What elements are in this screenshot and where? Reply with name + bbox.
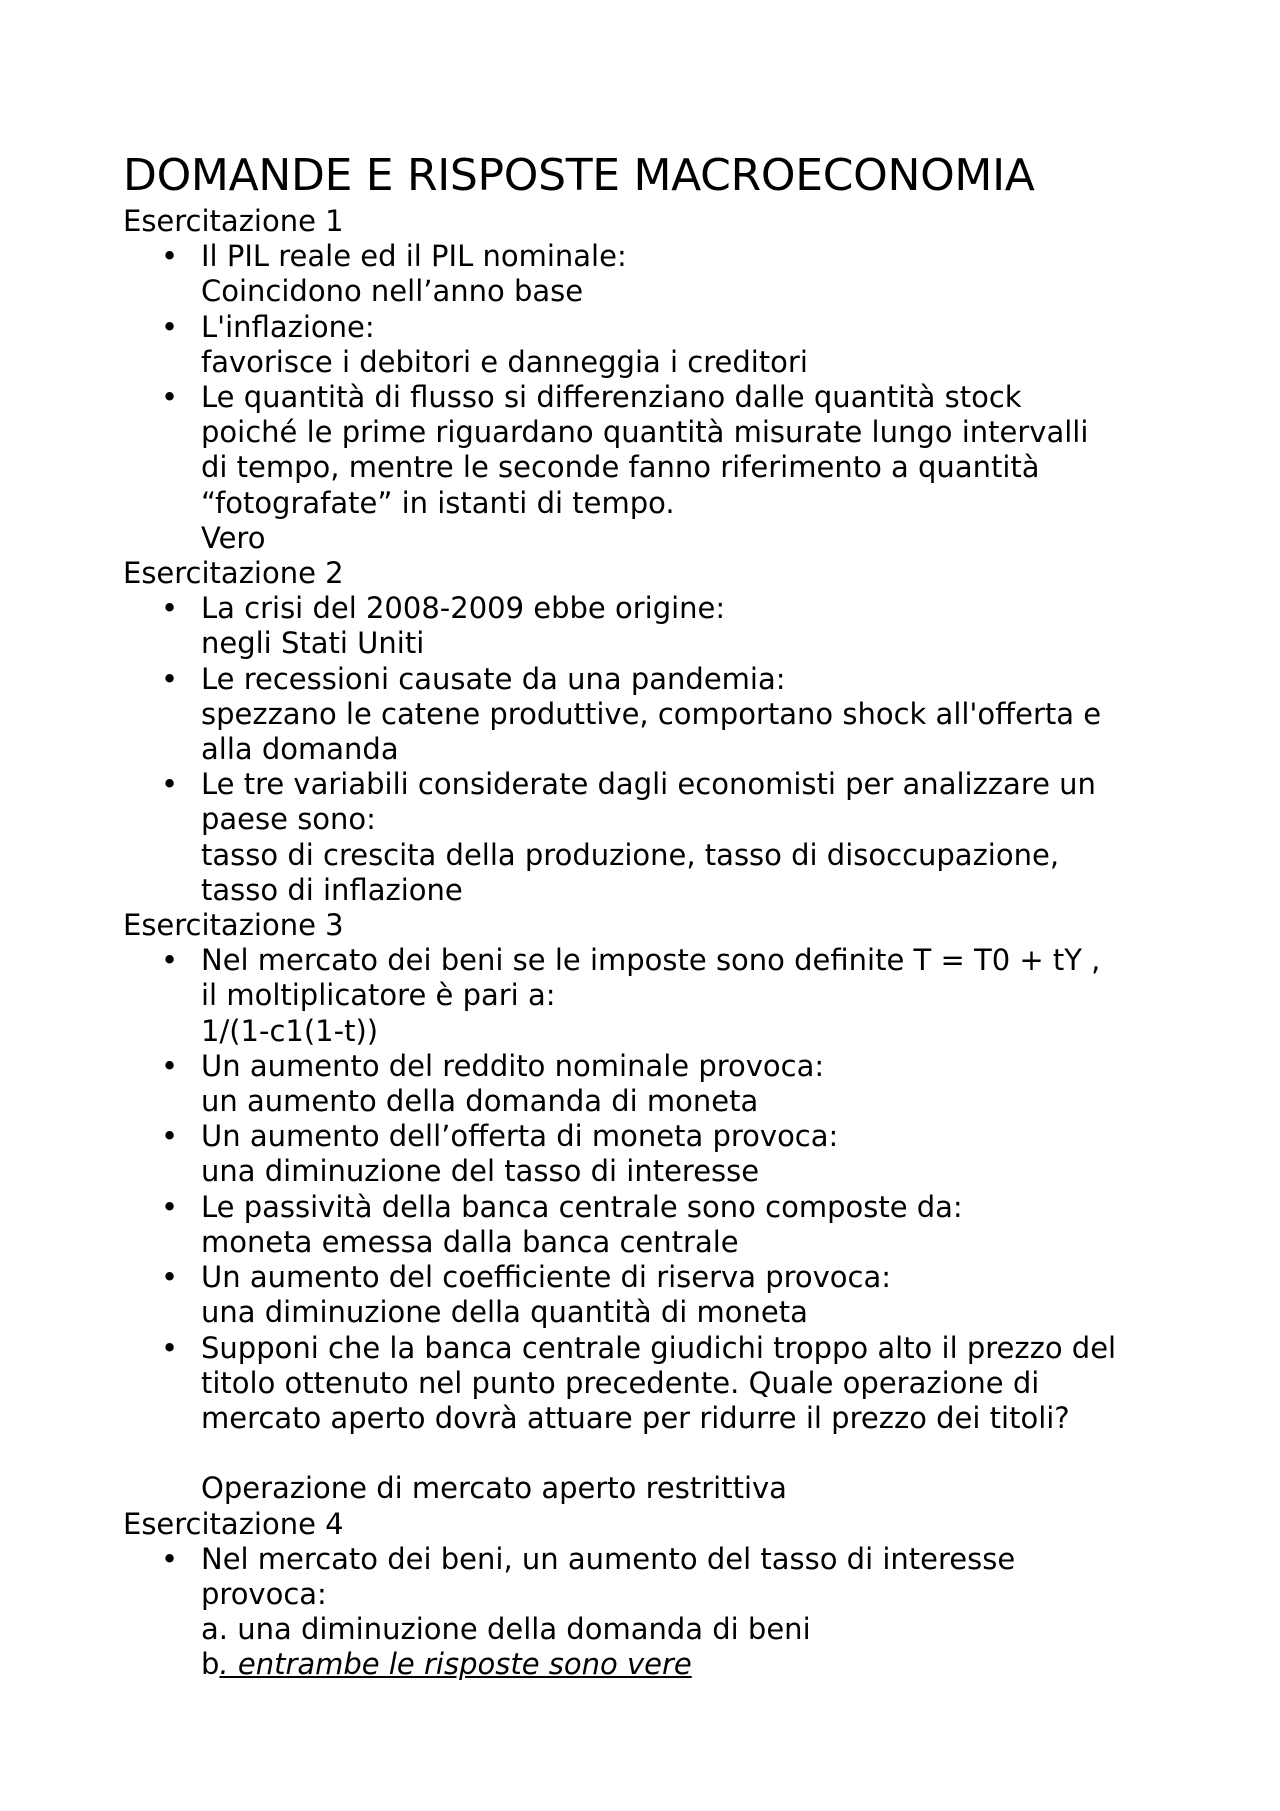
section-esercitazione-1 bbox=[123, 204, 1180, 556]
list-item bbox=[201, 943, 1180, 1049]
option-a-text: a. una diminuzione della domanda di beni bbox=[201, 1612, 811, 1647]
list-item bbox=[201, 1119, 1180, 1189]
question-text: • Un aumento dell’offerta di moneta provoca: bbox=[201, 1119, 839, 1154]
list-item bbox=[201, 1049, 1180, 1119]
answer-text: favorisce i debitori e danneggia i creditori bbox=[201, 344, 808, 379]
question-text: • Nel mercato dei beni se le imposte sono definite T = T0 + tY , bbox=[201, 943, 1101, 978]
answer-text: tasso di crescita della produzione, tasso di disoccupazione, bbox=[201, 837, 1060, 872]
question-text: di tempo, mentre le seconde fanno riferimento a quantità bbox=[201, 450, 1040, 485]
question-text: • Nel mercato dei beni, un aumento del tasso di interesse bbox=[201, 1541, 1016, 1576]
question-text: • Le tre variabili considerate dagli economisti per analizzare un bbox=[201, 767, 1096, 802]
list-item bbox=[201, 239, 1180, 309]
page-title: DOMANDE E RISPOSTE MACROECONOMIA bbox=[123, 150, 1035, 201]
list-item bbox=[201, 591, 1180, 661]
section-esercitazione-3 bbox=[123, 908, 1180, 1506]
option-b bbox=[201, 1647, 1180, 1682]
question-text: mercato aperto dovrà attuare per ridurre il prezzo dei titoli? bbox=[201, 1400, 1070, 1435]
question-list bbox=[123, 1542, 1180, 1683]
question-text: • L'inflazione: bbox=[201, 309, 375, 344]
option-b-prefix: b bbox=[201, 1647, 220, 1682]
question-text: • Le passività della banca centrale sono composte da: bbox=[201, 1189, 963, 1224]
question-text: poiché le prime riguardano quantità misurate lungo intervalli bbox=[201, 415, 1089, 450]
question-text: • Le quantità di flusso si differenziano dalle quantità stock bbox=[201, 380, 1022, 415]
question-text: • Un aumento del reddito nominale provoca: bbox=[201, 1048, 825, 1083]
section-heading: Esercitazione 4 bbox=[123, 1506, 344, 1541]
question-list bbox=[123, 591, 1180, 908]
question-text: titolo ottenuto nel punto precedente. Quale operazione di bbox=[201, 1365, 1040, 1400]
section-esercitazione-4 bbox=[123, 1507, 1180, 1683]
question-text: • La crisi del 2008-2009 ebbe origine: bbox=[201, 591, 726, 626]
question-text: “fotografate” in istanti di tempo. bbox=[201, 485, 675, 520]
answer-text: spezzano le catene produttive, comportano shock all'offerta e bbox=[201, 696, 1102, 731]
list-item bbox=[201, 1331, 1180, 1507]
question-text: • Le recessioni causate da una pandemia: bbox=[201, 661, 786, 696]
list-item bbox=[201, 767, 1180, 908]
answer-text: Coincidono nell’anno base bbox=[201, 274, 584, 309]
answer-text: alla domanda bbox=[201, 732, 399, 767]
answer-text: negli Stati Uniti bbox=[201, 626, 425, 661]
question-list bbox=[123, 943, 1180, 1506]
question-text: • Il PIL reale ed il PIL nominale: bbox=[201, 239, 627, 274]
list-item bbox=[201, 1260, 1180, 1330]
question-text: • Supponi che la banca centrale giudichi troppo alto il prezzo del bbox=[201, 1330, 1117, 1365]
answer-text: una diminuzione del tasso di interesse bbox=[201, 1154, 760, 1189]
answer-text: una diminuzione della quantità di moneta bbox=[201, 1295, 808, 1330]
section-heading: Esercitazione 2 bbox=[123, 556, 344, 591]
list-item bbox=[201, 310, 1180, 380]
question-text: provoca: bbox=[201, 1576, 327, 1611]
question-text: • Un aumento del coefficiente di riserva provoca: bbox=[201, 1260, 892, 1295]
section-heading: Esercitazione 1 bbox=[123, 204, 344, 238]
answer-text: un aumento della domanda di moneta bbox=[201, 1084, 759, 1119]
question-text: paese sono: bbox=[201, 802, 376, 837]
list-item bbox=[201, 662, 1180, 768]
section-esercitazione-2 bbox=[123, 556, 1180, 908]
option-b-answer bbox=[219, 1647, 691, 1681]
answer-text: Operazione di mercato aperto restrittiva bbox=[201, 1471, 787, 1506]
answer-text: Vero bbox=[201, 520, 266, 555]
section-heading: Esercitazione 3 bbox=[123, 908, 344, 943]
list-item bbox=[201, 1190, 1180, 1260]
answer-text: moneta emessa dalla banca centrale bbox=[201, 1224, 739, 1259]
answer-text: tasso di inflazione bbox=[201, 872, 463, 907]
blank-line bbox=[201, 1436, 1180, 1471]
list-item bbox=[201, 380, 1180, 556]
list-item bbox=[201, 1542, 1180, 1683]
option-b-text: . entrambe le risposte sono vere bbox=[219, 1647, 692, 1682]
question-list bbox=[123, 239, 1180, 556]
answer-text: 1/(1-c1(1-t)) bbox=[201, 1013, 379, 1048]
question-text: il moltiplicatore è pari a: bbox=[201, 978, 556, 1013]
